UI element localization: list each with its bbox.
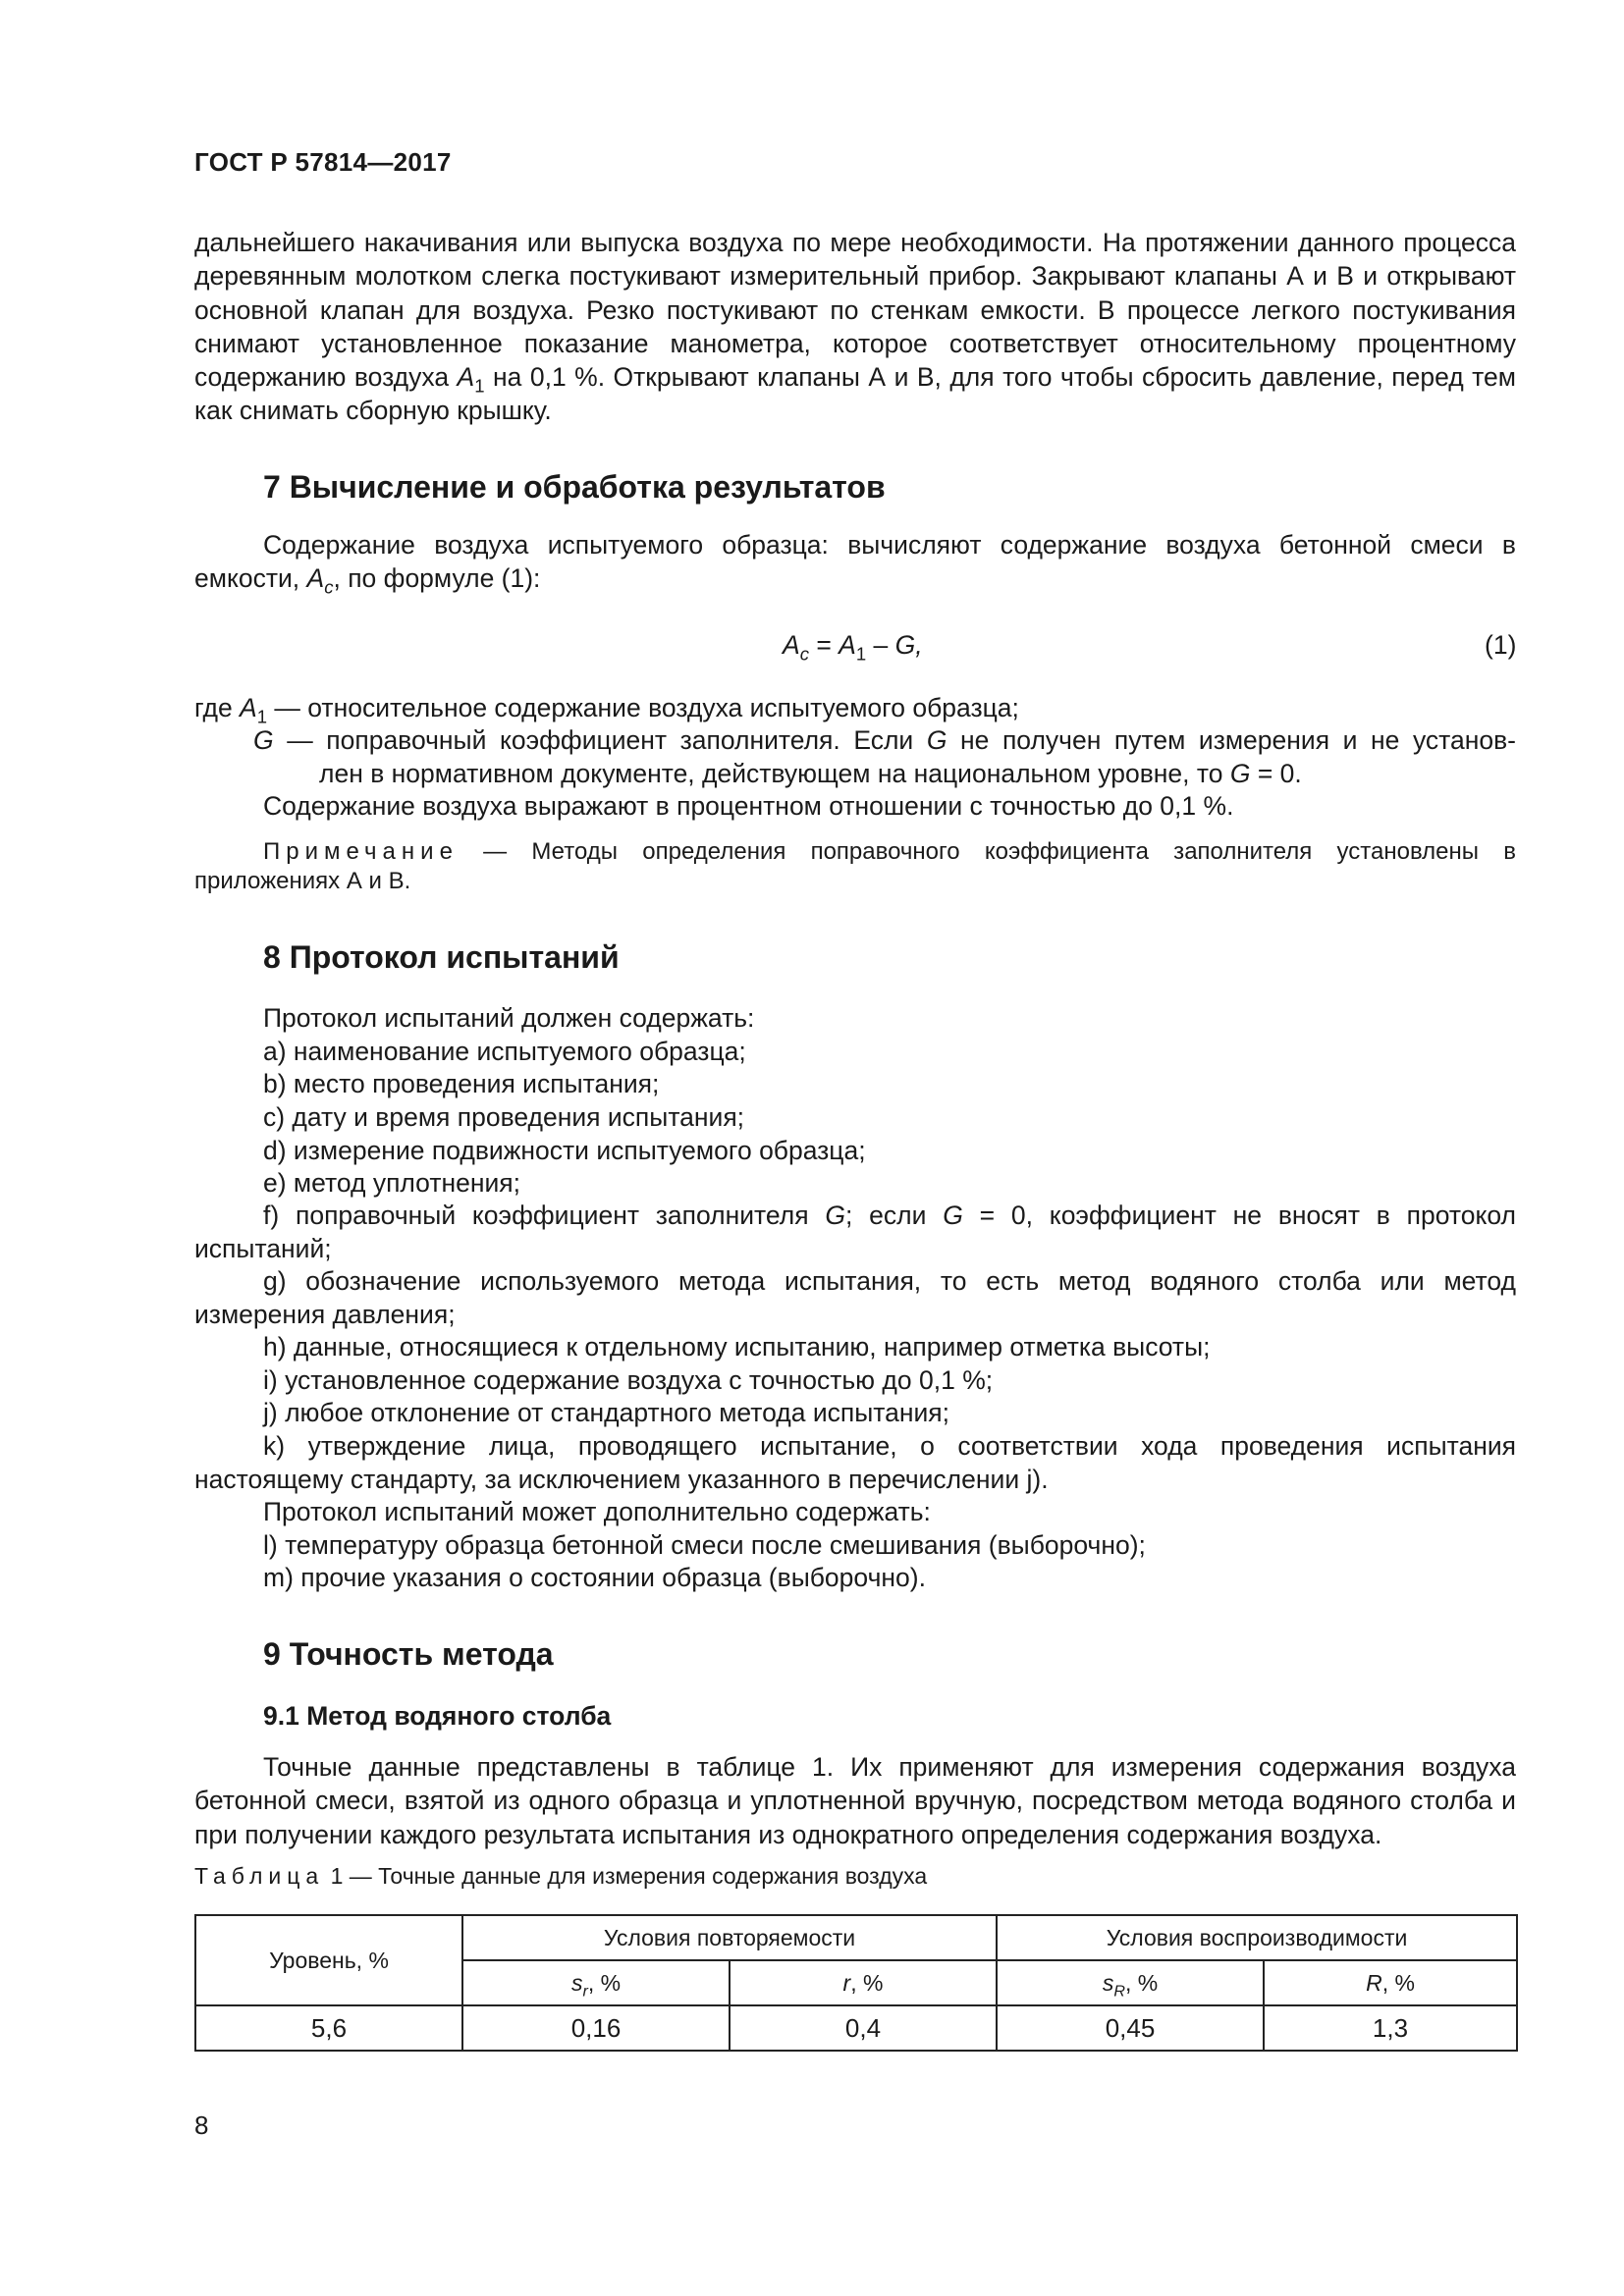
table-1 [194,1914,1518,2052]
where-a1: где $A_1$ — относительное содержание воздуха испытуемого образца; [194,693,1019,727]
cell-level: 5,6 [195,2005,462,2051]
section-9-1-paragraph: Точные данные представлены в таблице 1. Их применяют для измерения содержания воздуха бетонной смеси, взятой из одного образца и уплотненной вручную, посредством метода водяного столба и при получении каждого результата испытания из однократного определения содержания воздуха. [194,1752,1516,1849]
formula-1: $A_c = A_1 - G$, [783,630,923,665]
protocol-intro: Протокол испытаний должен содержать: [263,1003,755,1033]
section-8-title: 8 Протокол испытаний [263,939,620,975]
list-item-g: g) обозначение используемого метода испытания, то есть метод водяного столба или метод измерения давления; [194,1266,1516,1330]
section-7-title: 7 Вычисление и обработка результатов [263,469,886,505]
list-item-d: d) измерение подвижности испытуемого образца; [263,1136,866,1165]
precision-text: Содержание воздуха выражают в процентном отношении с точностью до 0,1 %. [263,791,1234,821]
list-item-l: l) температуру образца бетонной смеси после смешивания (выборочно); [263,1530,1146,1560]
list-item-f: f) поправочный коэффициент заполнителя G; если G = 0, коэффициент не вносят в протокол испытаний; [194,1201,1517,1264]
list-item-m: m) прочие указания о состоянии образца (выборочно). [263,1563,926,1592]
cell-sr: 0,16 [462,2005,730,2051]
header-repeatability: Условия повторяемости [462,1915,997,1960]
note-paragraph: Примечание — Методы определения поправочного коэффициента заполнителя установлены в приложениях А и В. [194,838,1516,894]
where-g-line1: G — поправочный коэффициент заполнителя. Если G не получен путем измерения и не установ- [253,725,1517,755]
list-item-k: k) утверждение лица, проводящего испытание, о соответствии хода проведения испытания настоящему стандарту, за исключением указанного в перечислении j). [194,1431,1516,1495]
list-item-e: e) метод уплотнения; [263,1168,520,1198]
table-row [195,2005,1517,2051]
formula-number: (1) [1485,630,1517,660]
header-sR: $s_R$, % [997,1960,1264,2005]
doc-header-code: ГОСТ Р 57814—2017 [194,147,452,177]
cell-sR: 0,45 [997,2005,1264,2051]
section-9-title: 9 Точность метода [263,1636,554,1672]
list-item-b: b) место проведения испытания; [263,1069,660,1098]
header-reproducibility: Условия воспроизводимости [997,1915,1517,1960]
cell-r: 0,4 [730,2005,997,2051]
list-item-i: i) установленное содержание воздуха с точностью до 0,1 %; [263,1365,994,1395]
section-9-1-title: 9.1 Метод водяного столба [263,1701,612,1731]
list-item-j: j) любое отклонение от стандартного метода испытания; [263,1398,950,1427]
list-item-h: h) данные, относящиеся к отдельному испытанию, например отметка высоты; [263,1332,1211,1362]
header-R: R, % [1264,1960,1517,2005]
page-number: 8 [194,2110,209,2140]
list-item-a: a) наименование испытуемого образца; [263,1037,746,1066]
optional-intro: Протокол испытаний может дополнительно содержать: [263,1497,931,1526]
table-1-caption: Таблица 1 — Точные данные для измерения содержания воздуха [194,1863,928,1889]
section-7-paragraph: Содержание воздуха испытуемого образца: вычисляют содержание воздуха бетонной смеси в емкости, $A_c$, по формуле (1): [194,530,1516,598]
header-sr: $s_r$, % [462,1960,730,2005]
list-item-c: c) дату и время проведения испытания; [263,1102,745,1132]
where-g-line2: лен в нормативном документе, действующем на национальном уровне, то G = 0. [319,759,1302,788]
intro-paragraph: дальнейшего накачивания или выпуска воздуха по мере необходимости. На протяжении данного процесса деревянным молотком слегка постукивают измерительный прибор. Закрывают клапаны А и В и открывают основной клапан для воздуха. Резко постукивают по стенкам емкости. В процессе легкого постукивания снимают установленное показание манометра, которое соответствует относительному процентному содержанию воздуха $A_1$ на 0,1 %. Открывают клапаны А и В, для того чтобы сбросить давление, перед тем как снимать сборную крышку. [194,228,1516,426]
header-level: Уровень, % [195,1915,462,2005]
header-r: r, % [730,1960,997,2005]
cell-R: 1,3 [1264,2005,1517,2051]
